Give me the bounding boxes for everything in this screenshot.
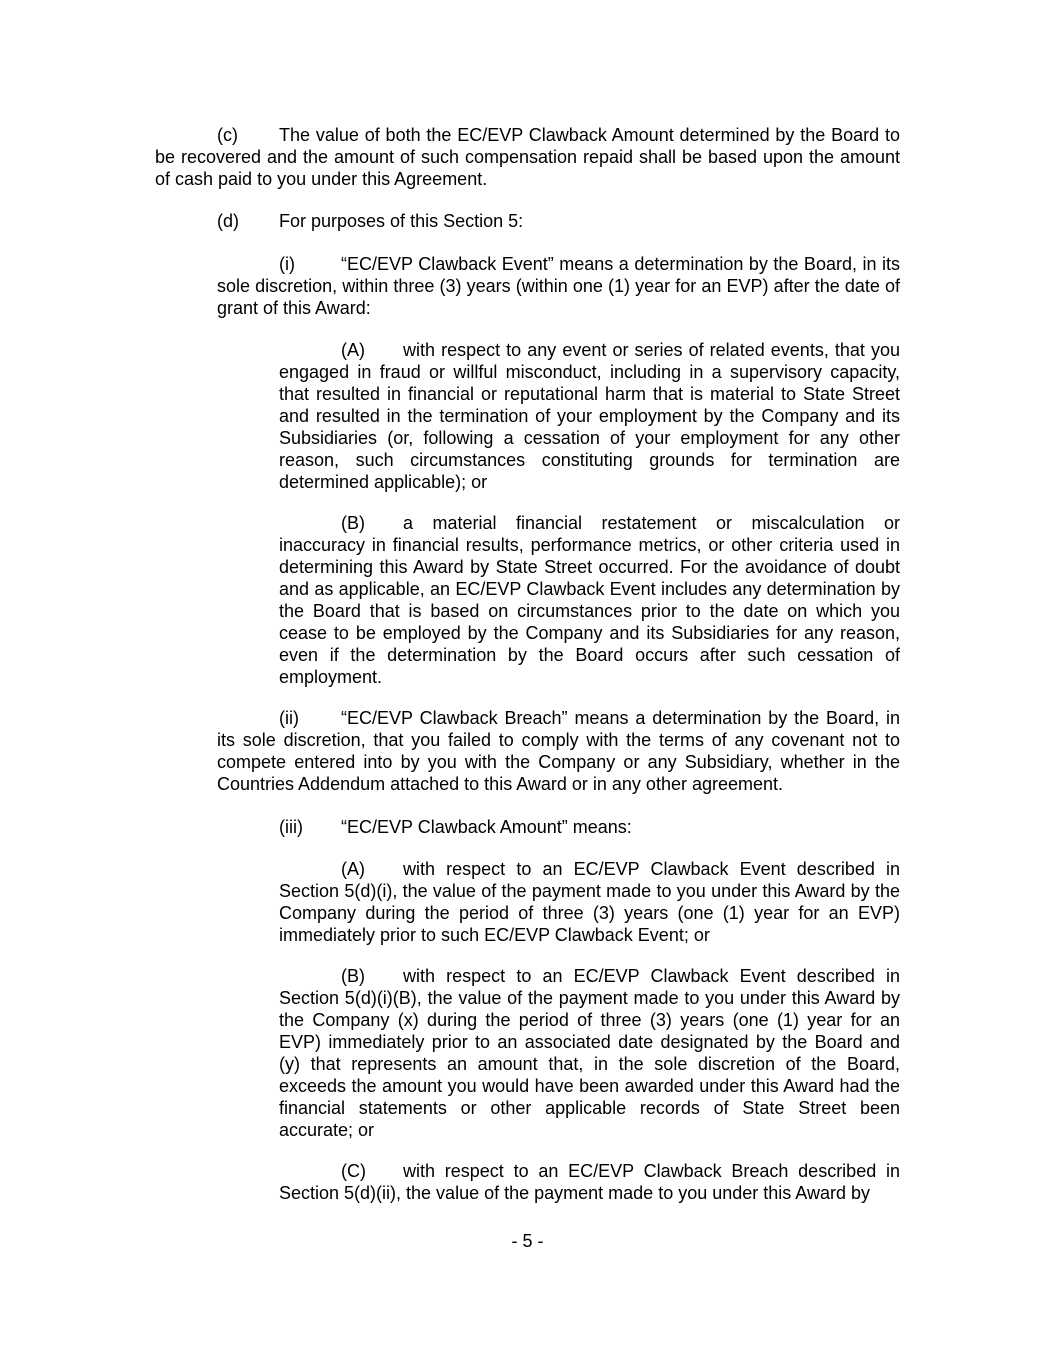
paragraph-d-iii-c (279, 1160, 900, 1204)
paragraph-text: “EC/EVP Clawback Breach” means a determination by the Board, in its sole discretion, that you failed to comply with the terms of any covenant not to compete entered into by you with the Company or any Subsidiary, whether in the Countries Addendum attached to this Award or in any other agreement. (217, 708, 900, 794)
paragraph-label: (c) (217, 125, 238, 145)
paragraph-text: For purposes of this Section 5: (279, 211, 524, 231)
paragraph-label: (A) (341, 340, 365, 360)
paragraph-d-iii-b (279, 965, 900, 1141)
paragraph-d-iii (279, 816, 900, 838)
paragraph-d-i-a (279, 339, 900, 493)
paragraph-text: “EC/EVP Clawback Event” means a determination by the Board, in its sole discretion, within three (3) years (within one (1) year for an EVP) after the date of grant of this Award: (217, 254, 900, 318)
paragraph-text: with respect to an EC/EVP Clawback Event described in Section 5(d)(i), the value of the payment made to you under this Award by the Company during the period of three (3) years (one (1) year for an EVP) immediately prior to such EC/EVP Clawback Event; or (279, 859, 900, 945)
paragraph-d-i (217, 253, 900, 319)
paragraph-d-iii-a (279, 858, 900, 946)
paragraph-text: The value of both the EC/EVP Clawback Amount determined by the Board to be recovered and the amount of such compensation repaid shall be based upon the amount of cash paid to you under this Agreement. (155, 125, 900, 189)
paragraph-label: (B) (341, 513, 365, 533)
paragraph-text: “EC/EVP Clawback Amount” means: (341, 817, 632, 837)
paragraph-text: with respect to an EC/EVP Clawback Breach described in Section 5(d)(ii), the value of the payment made to you under this Award by (279, 1161, 900, 1203)
paragraph-d-ii (217, 707, 900, 795)
paragraph-text: with respect to any event or series of related events, that you engaged in fraud or willful misconduct, including in a supervisory capacity, that resulted in financial or reputational harm that is material to State Street and resulted in the termination of your employment by the Company and its Subsidiaries (or, following a cessation of your employment for any other reason, such circumstances constituting grounds for termination are determined applicable); or (279, 340, 900, 492)
paragraph-label: (B) (341, 966, 365, 986)
paragraph-label: (C) (341, 1161, 366, 1181)
paragraph-d (217, 210, 900, 232)
paragraph-text: with respect to an EC/EVP Clawback Event described in Section 5(d)(i)(B), the value of the payment made to you under this Award by the Company (x) during the period of three (3) years (one (1) year for an EVP) immediately prior to an associated date designated by the Board and (y) that represents an amount that, in the sole discretion of the Board, exceeds the amount you would have been awarded under this Award had the financial statements or other applicable records of State Street been accurate; or (279, 966, 900, 1140)
paragraph-label: (i) (279, 254, 295, 274)
paragraph-label: (ii) (279, 708, 299, 728)
paragraph-c (155, 124, 900, 190)
page-number: - 5 - (511, 1231, 544, 1251)
paragraph-text: a material financial restatement or miscalculation or inaccuracy in financial results, performance metrics, or other criteria used in determining this Award by State Street occurred. For the avoidance of doubt and as applicable, an EC/EVP Clawback Event includes any determination by the Board that is based on circumstances prior to the date on which you cease to be employed by the Company and its Subsidiaries for any reason, even if the determination by the Board occurs after such cessation of employment. (279, 513, 900, 687)
paragraph-label: (iii) (279, 817, 303, 837)
paragraph-d-i-b (279, 512, 900, 688)
paragraph-label: (d) (217, 211, 239, 231)
paragraph-label: (A) (341, 859, 365, 879)
